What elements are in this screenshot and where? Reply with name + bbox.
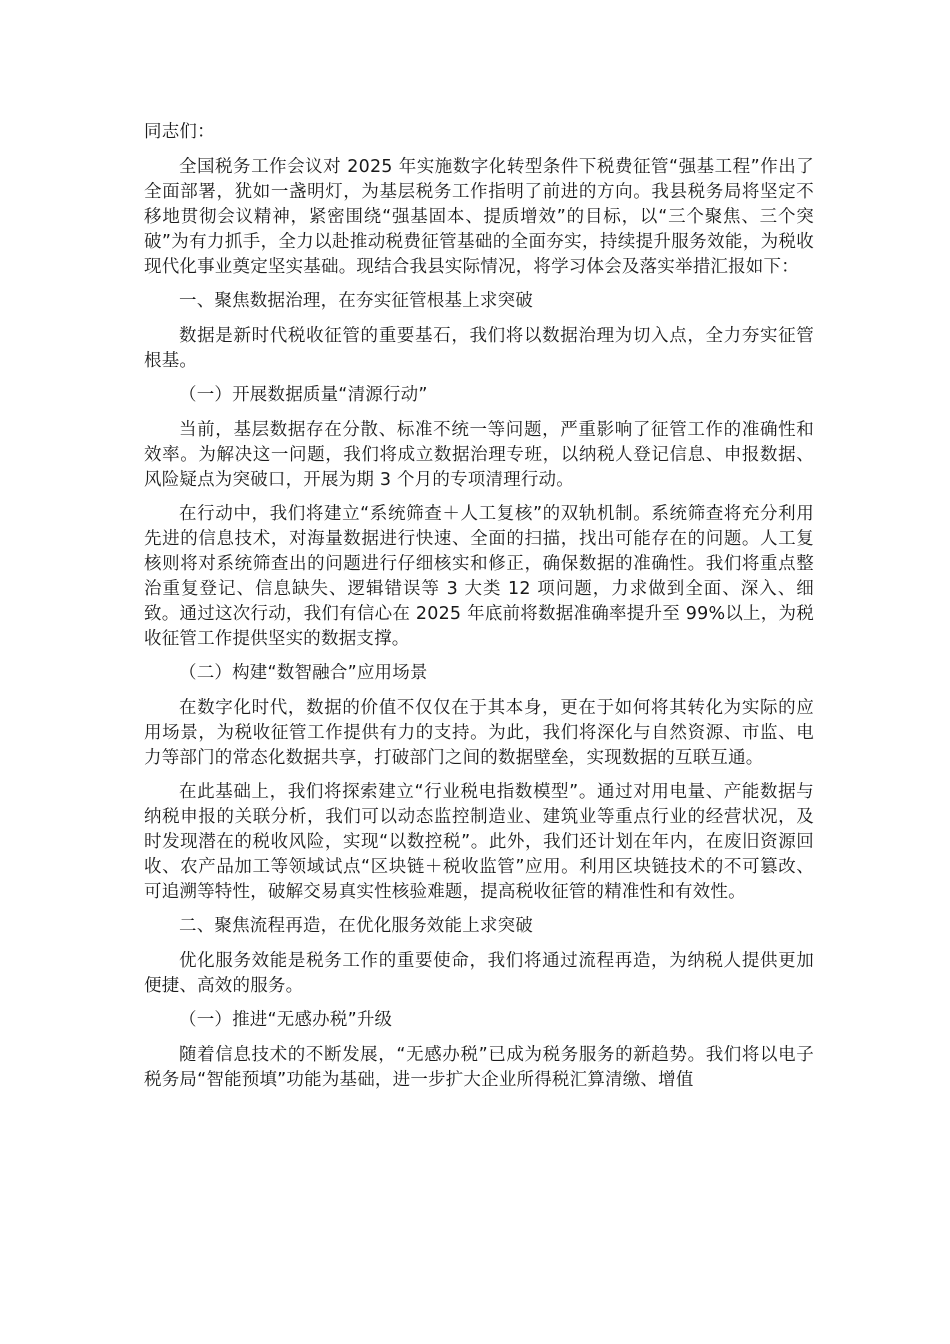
paragraph: 随着信息技术的不断发展，“无感办税”已成为税务服务的新趋势。我们将以电子税务局“智能预填”功能为基础，进一步扩大企业所得税汇算清缴、增值: [144, 1045, 814, 1090]
paragraph-intro: 全国税务工作会议对 2025 年实施数字化转型条件下税费征管“强基工程”作出了全面部署，犹如一盏明灯，为基层税务工作指明了前进的方向。我县税务局将坚定不移地贯彻会议精神，紧密围绕“强基固本、提质增效”的目标，以“三个聚焦、三个突破”为有力抓手，全力以赴推动税费征管基础的全面夯实，持续提升服务效能，为税收现代化事业奠定坚实基础。现结合我县实际情况，将学习体会及落实举措汇报如下：: [144, 157, 814, 277]
paragraph: 优化服务效能是税务工作的重要使命，我们将通过流程再造，为纳税人提供更加便捷、高效的服务。: [144, 951, 814, 996]
section-heading-1: 一、聚焦数据治理，在夯实征管根基上求突破: [179, 291, 533, 311]
paragraph: 在数字化时代，数据的价值不仅仅在于其本身，更在于如何将其转化为实际的应用场景，为税收征管工作提供有力的支持。为此，我们将深化与自然资源、市监、电力等部门的常态化数据共享，打破部门之间的数据壁垒，实现数据的互联互通。: [144, 698, 814, 768]
paragraph: 在行动中，我们将建立“系统筛查＋人工复核”的双轨机制。系统筛查将充分利用先进的信息技术，对海量数据进行快速、全面的扫描，找出可能存在的问题。人工复核则将对系统筛查出的问题进行仔细核实和修正，确保数据的准确性。我们将重点整治重复登记、信息缺失、逻辑错误等 3 大类 12 项问题，力求做到全面、深入、细致。通过这次行动，我们有信心在 2025 年底前将数据准确率提升至 99%以上，为税收征管工作提供坚实的数据支撑。: [144, 504, 814, 649]
subsection-heading-1-2: （二）构建“数智融合”应用场景: [179, 663, 428, 683]
paragraph: 当前，基层数据存在分散、标准不统一等问题，严重影响了征管工作的准确性和效率。为解决这一问题，我们将成立数据治理专班，以纳税人登记信息、申报数据、风险疑点为突破口，开展为期 3 个月的专项清理行动。: [144, 420, 814, 490]
document-body: [144, 120, 814, 1102]
subsection-heading-1-1: （一）开展数据质量“清源行动”: [179, 385, 428, 405]
subsection-heading-2-1: （一）推进“无感办税”升级: [179, 1010, 393, 1030]
salutation: 同志们：: [144, 122, 215, 142]
paragraph: 在此基础上，我们将探索建立“行业税电指数模型”。通过对用电量、产能数据与纳税申报的关联分析，我们可以动态监控制造业、建筑业等重点行业的经营状况，及时发现潜在的税收风险，实现“以数控税”。此外，我们还计划在年内，在废旧资源回收、农产品加工等领域试点“区块链＋税收监管”应用。利用区块链技术的不可篡改、可追溯等特性，破解交易真实性核验难题，提高税收征管的精准性和有效性。: [144, 782, 814, 902]
paragraph: 数据是新时代税收征管的重要基石，我们将以数据治理为切入点，全力夯实征管根基。: [144, 326, 814, 371]
section-heading-2: 二、聚焦流程再造，在优化服务效能上求突破: [179, 916, 533, 936]
